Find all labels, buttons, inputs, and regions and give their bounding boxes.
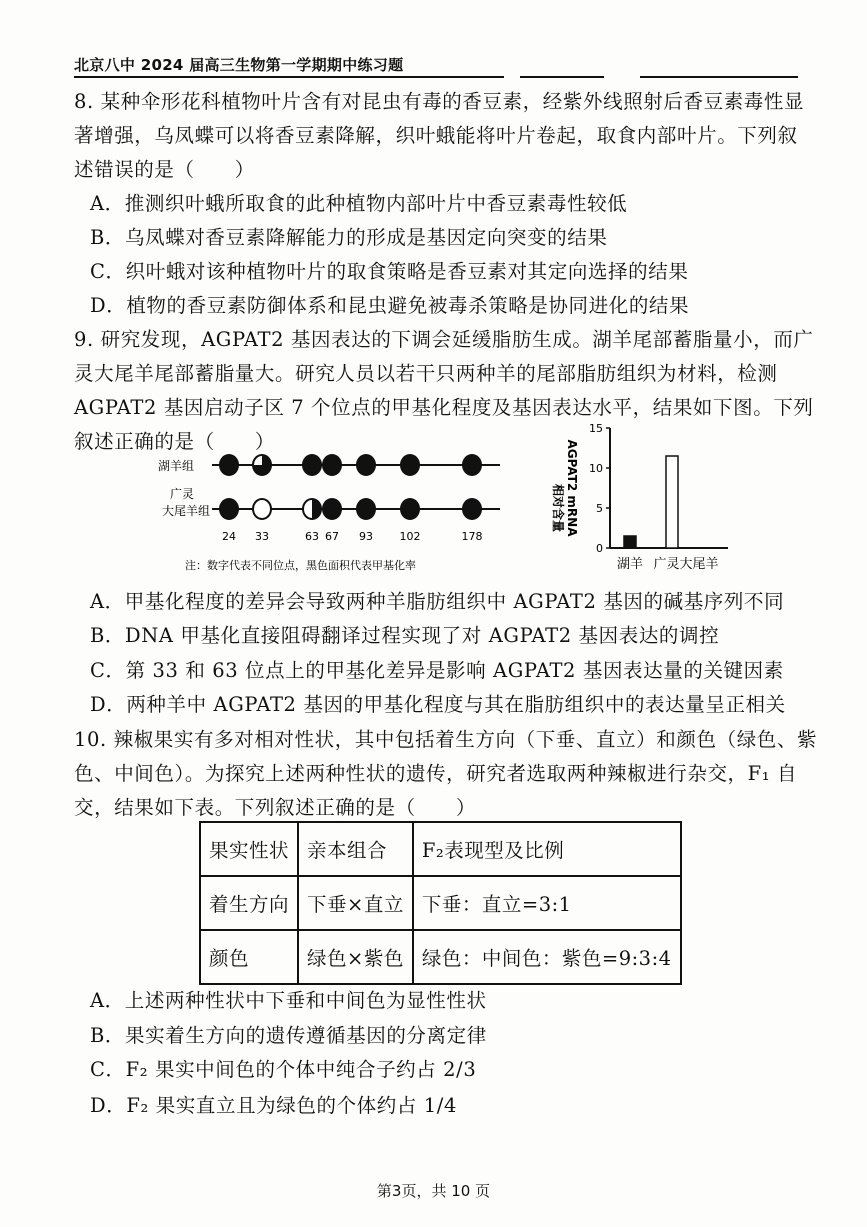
table-header-cell: 果实性状: [200, 822, 298, 876]
option-b: B．DNA 甲基化直接阻碍翻译过程实现了对 AGPAT2 基因表达的调控: [90, 624, 720, 647]
gl-site-93: [357, 499, 375, 519]
table-header-row: [200, 822, 681, 876]
option-a: A．推测织叶蛾所取食的此种植物内部叶片中香豆素毒性较低: [90, 192, 628, 215]
hu-site-102: [401, 455, 419, 475]
gl-site-102: [401, 499, 419, 519]
gl-site-67: [323, 499, 341, 519]
chart-bars: [624, 456, 678, 548]
hu-site-178: [463, 455, 481, 475]
row-label-hu: 湖羊组: [157, 459, 194, 473]
table-header-cell: 亲本组合: [298, 822, 413, 876]
row-label-gl-2: 大尾羊组: [161, 504, 210, 518]
table-cell: 颜色: [200, 930, 298, 984]
question-text: 灵大尾羊尾部蓄脂量大。研究人员以若干只两种羊的尾部脂肪组织为材料，检测: [74, 362, 778, 385]
bar-0: [624, 536, 636, 548]
table-cell: 下垂×直立: [298, 876, 413, 930]
gl-site-24: [220, 499, 238, 519]
methylation-figure: [150, 440, 520, 580]
site-label: 102: [399, 530, 421, 543]
figure-note: 注：数字代表不同位点，黑色面积代表甲基化率: [185, 559, 416, 572]
gl-site-178: [463, 499, 481, 519]
category-label: 广灵大尾羊: [653, 557, 719, 572]
site-label: 93: [359, 530, 373, 543]
hu-site-93: [357, 455, 375, 475]
question-text: 著增强，乌凤蝶可以将香豆素降解，织叶蛾能将叶片卷起，取食内部叶片。下列叙: [74, 124, 798, 147]
option-c: C．F₂ 果实中间色的个体中纯合子约占 2/3: [90, 1058, 477, 1081]
row-label-gl-1: 广灵: [169, 487, 194, 501]
header-rule: [74, 76, 504, 78]
question-text: 10. 辣椒果实有多对相对性状，其中包括着生方向（下垂、直立）和颜色（绿色、紫: [74, 728, 818, 751]
table-cell: 绿色：中间色：紫色=9:3:4: [413, 930, 681, 984]
question-text: 交，结果如下表。下列叙述正确的是（ ）: [74, 796, 477, 819]
y-tick-label: 5: [596, 502, 603, 515]
site-label: 178: [461, 530, 483, 543]
option-d: D．两种羊中 AGPAT2 基因的甲基化程度与其在脂肪组织中的表达量呈正相关: [90, 693, 786, 716]
hu-site-63: [303, 455, 321, 475]
table-cell: 着生方向: [200, 876, 298, 930]
f2-results-table: [199, 821, 682, 985]
question-text: 9. 研究发现，AGPAT2 基因表达的下调会延缓脂肪生成。湖羊尾部蓄脂量小，而广: [74, 328, 814, 351]
option-b: B．果实着生方向的遗传遵循基因的分离定律: [90, 1024, 487, 1047]
question-text: 8. 某种伞形花科植物叶片含有对昆虫有毒的香豆素，经紫外线照射后香豆素毒性显: [74, 90, 805, 113]
gl-site-33: [253, 499, 271, 519]
option-a: A．上述两种性状中下垂和中间色为显性性状: [90, 989, 487, 1012]
option-c: C．织叶蛾对该种植物叶片的取食策略是香豆素对其定向选择的结果: [90, 260, 689, 283]
page-footer: 第3页，共 10 页: [376, 1182, 491, 1200]
hu-site-24: [220, 455, 238, 475]
header-rule: [640, 76, 798, 78]
hu-site-33: [253, 455, 271, 475]
category-label: 湖羊: [616, 557, 644, 572]
y-tick-label: 10: [589, 462, 603, 475]
question-text: 色、中间色）。为探究上述两种性状的遗传，研究者选取两种辣椒进行杂交，F₁ 自: [74, 762, 798, 785]
chart-categories: [617, 556, 719, 572]
table-row: [200, 876, 681, 930]
chart-ticks: [589, 422, 610, 555]
table-row: [200, 930, 681, 984]
table-cell: 绿色×紫色: [298, 930, 413, 984]
y-axis-label: AGPAT2 mRNA: [565, 439, 579, 537]
option-d: D．植物的香豆素防御体系和昆虫避免被毒杀策略是协同进化的结果: [90, 294, 690, 317]
site-labels: [222, 530, 483, 543]
table-header-cell: F₂表现型及比例: [413, 822, 681, 876]
question-text: 述错误的是（ ）: [74, 158, 255, 181]
hu-site-67: [323, 455, 341, 475]
option-a: A．甲基化程度的差异会导致两种羊脂肪组织中 AGPAT2 基因的碱基序列不同: [90, 590, 785, 613]
option-c: C．第 33 和 63 位点上的甲基化差异是影响 AGPAT2 基因表达量的关键因素: [90, 659, 784, 682]
y-tick-label: 15: [589, 422, 603, 435]
option-d: D．F₂ 果实直立且为绿色的个体约占 1/4: [90, 1094, 457, 1117]
header-rule: [520, 76, 604, 78]
site-label: 33: [255, 530, 269, 543]
y-axis-label-2: 相对含量: [551, 483, 565, 533]
site-label: 67: [325, 530, 339, 543]
agpat2-expression-chart: [548, 412, 738, 576]
gl-site-63: [303, 499, 321, 519]
exam-header: 北京八中 2024 届高三生物第一学期期中练习题: [74, 56, 404, 74]
y-tick-label: 0: [596, 542, 603, 555]
site-label: 24: [222, 530, 236, 543]
bar-1: [666, 456, 678, 548]
question-text: AGPAT2 基因启动子区 7 个位点的甲基化程度及基因表达水平，结果如下图。下列: [74, 396, 814, 419]
question-text: 叙述正确的是（ ）: [74, 430, 276, 453]
site-label: 63: [305, 530, 319, 543]
option-b: B．乌凤蝶对香豆素降解能力的形成是基因定向突变的结果: [90, 226, 608, 249]
table-cell: 下垂：直立=3:1: [413, 876, 681, 930]
